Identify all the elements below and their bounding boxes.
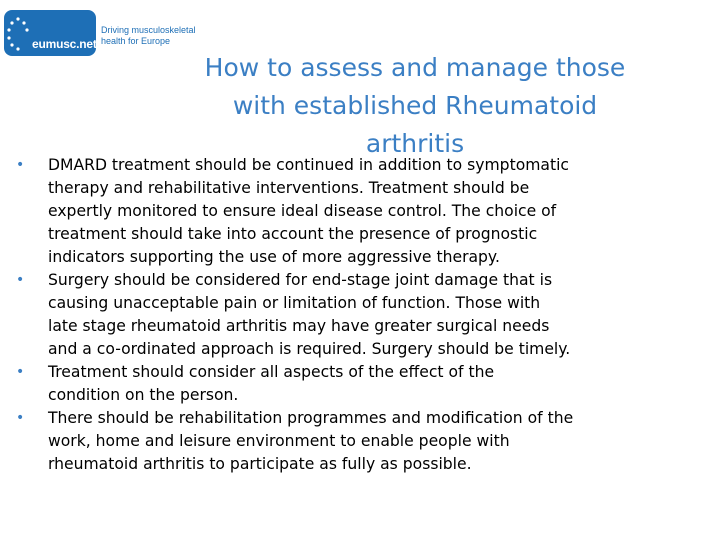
bullet-item: [6, 361, 706, 407]
bullet-line: late stage rheumatoid arthritis may have greater surgical needs: [48, 317, 550, 335]
bullet-item: [6, 154, 706, 269]
bullet-item: [6, 407, 706, 476]
slide-title: [160, 49, 670, 163]
bullet-line: • There should be rehabilitation programmes and modification of the: [48, 409, 574, 427]
bullet-line: • DMARD treatment should be continued in addition to symptomatic: [48, 156, 569, 174]
logo-tagline: [101, 25, 201, 47]
bullet-line: work, home and leisure environment to enable people with: [48, 432, 510, 450]
bullet-line: rheumatoid arthritis to participate as fully as possible.: [48, 455, 472, 473]
bullet-list: [6, 154, 706, 476]
bullet-line: • Treatment should consider all aspects of the effect of the: [48, 363, 495, 381]
logo-tagline-line: health for Europe: [101, 36, 171, 46]
slide-title-line: with established Rheumatoid: [232, 90, 598, 120]
slide-title-line: How to assess and manage those: [204, 52, 626, 82]
slide-title-line: arthritis: [365, 128, 465, 158]
logo-name: eumusc.net: [32, 37, 97, 51]
bullet-line: indicators supporting the use of more aggressive therapy.: [48, 248, 500, 266]
logo-tagline-line: Driving musculoskeletal: [101, 25, 196, 35]
bullet-line: causing unacceptable pain or limitation of function. Those with: [48, 294, 541, 312]
bullet-line: • Surgery should be considered for end-stage joint damage that is: [48, 271, 553, 289]
bullet-item: [6, 269, 706, 361]
bullet-line: and a co-ordinated approach is required. Surgery should be timely.: [48, 340, 571, 358]
bullet-line: expertly monitored to ensure ideal disease control. The choice of: [48, 202, 557, 220]
bullet-line: therapy and rehabilitative interventions. Treatment should be: [48, 179, 530, 197]
bullet-line: condition on the person.: [48, 386, 239, 404]
bullet-line: treatment should take into account the presence of prognostic: [48, 225, 538, 243]
